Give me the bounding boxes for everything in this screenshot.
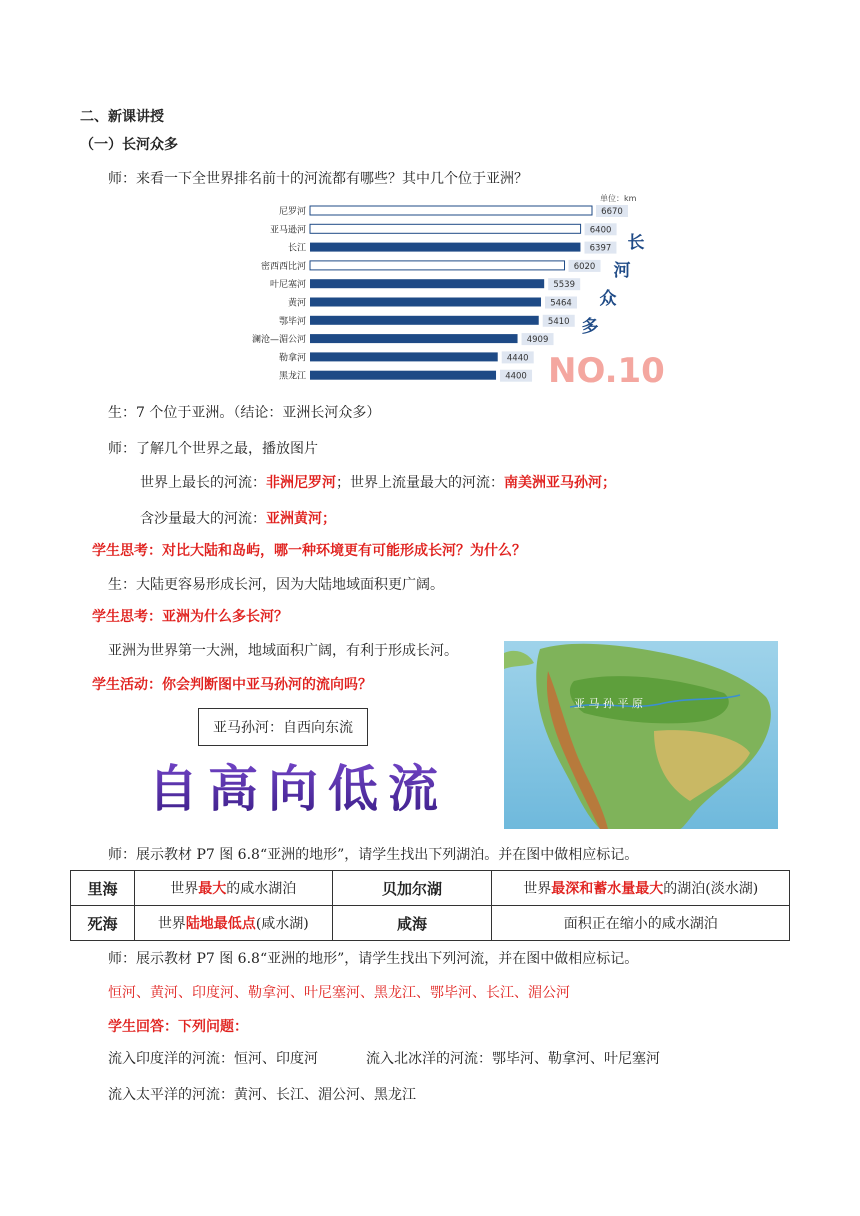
table-row <box>71 906 790 941</box>
chart-side-title-char: 多 <box>581 317 599 337</box>
chart-value-label: 4400 <box>505 371 527 382</box>
fact2-highlight-yellow-river: 亚洲黄河； <box>266 511 336 527</box>
chart-category-label: 亚马逊河 <box>269 225 306 236</box>
chart-side-title-char: 河 <box>613 261 631 281</box>
chart-category-label: 鄂毕河 <box>278 316 306 327</box>
lake-name-aral: 咸海 <box>332 906 492 941</box>
chart-value-label: 4440 <box>506 353 529 364</box>
chart-value-label: 5464 <box>550 298 572 309</box>
fact1-text-a: 世界上最长的河流： <box>140 475 266 491</box>
chart-bar <box>310 261 565 270</box>
chart-bar <box>310 279 544 288</box>
chart-bar <box>310 371 496 380</box>
lake-desc-caspian: 世界最大的咸水湖泊 <box>134 871 332 906</box>
student-activity: 学生活动：你会判断图中亚马孙河的流向吗？ <box>92 677 372 693</box>
lake-desc-baikal: 世界最深和蓄水量最大的湖泊(淡水湖) <box>492 871 790 906</box>
teacher-question-1: 师：来看一下全世界排名前十的河流都有哪些？其中几个位于亚洲？ <box>108 171 528 187</box>
student-answer-2: 生：大陆更容易形成长河，因为大陆地域面积更广阔。 <box>108 577 444 593</box>
student-answer-1: 生：7 个位于亚洲。（结论：亚洲长河众多） <box>108 405 381 421</box>
table-row <box>71 871 790 906</box>
lake-name-dead-sea: 死海 <box>71 906 135 941</box>
fact1-highlight-nile: 非洲尼罗河 <box>266 475 336 491</box>
teacher-rivers-instruction: 师：展示教材 P7 图 6.8“亚洲的地形”，请学生找出下列河流，并在图中做相应标记。 <box>108 951 639 967</box>
slogan-char: 低 <box>328 749 378 821</box>
lake-desc-aral: 面积正在缩小的咸水湖泊 <box>492 906 790 941</box>
chart-category-label: 黑龙江 <box>278 371 306 382</box>
chart-category-label: 黄河 <box>287 298 306 309</box>
section-heading: 二、新课讲授 <box>80 109 164 125</box>
rivers-list: 恒河、黄河、印度河、勒拿河、叶尼塞河、黑龙江、鄂毕河、长江、湄公河 <box>108 985 570 1001</box>
amazon-flow-box <box>198 708 368 746</box>
lake-name-caspian: 里海 <box>71 871 135 906</box>
answer-asia-large: 亚洲为世界第一大洲，地域面积广阔，有利于形成长河。 <box>108 643 458 659</box>
chart-side-title-char: 长 <box>627 233 645 253</box>
chart-value-label: 6020 <box>573 261 596 272</box>
slogan-high-to-low <box>148 752 438 818</box>
south-america-terrain-map <box>504 641 778 829</box>
chart-rank-badge: NO.10 <box>548 351 665 391</box>
fact1-highlight-amazon: 南美洲亚马孙河； <box>504 475 616 491</box>
subsection-heading: （一）长河众多 <box>80 137 178 153</box>
teacher-line-2: 师：了解几个世界之最，播放图片 <box>108 441 318 457</box>
student-think-1: 学生思考：对比大陆和岛屿，哪一种环境更有可能形成长河？为什么？ <box>92 543 526 559</box>
chart-value-label: 4909 <box>526 335 549 346</box>
flow-indian-ocean: 流入印度洋的河流：恒河、印度河 <box>108 1051 318 1067</box>
slogan-char: 向 <box>268 749 318 821</box>
chart-category-label: 勒拿河 <box>278 353 306 364</box>
chart-bar <box>310 298 541 307</box>
chart-bar <box>310 224 581 233</box>
answer-heading: 学生回答：下列问题： <box>108 1019 248 1035</box>
slogan-char: 高 <box>208 749 258 821</box>
chart-value-label: 5539 <box>553 280 576 291</box>
flow-arctic-ocean: 流入北冰洋的河流：鄂毕河、勒拿河、叶尼塞河 <box>366 1051 660 1067</box>
chart-side-title-char: 众 <box>599 289 617 309</box>
fact2-text-a: 含沙量最大的河流： <box>140 511 266 527</box>
teacher-lakes-instruction: 师：展示教材 P7 图 6.8“亚洲的地形”，请学生找出下列湖泊。并在图中做相应标记。 <box>108 847 639 863</box>
amazon-flow-text: 亚马孙河：自西向东流 <box>213 720 353 736</box>
chart-value-label: 6397 <box>589 243 612 254</box>
chart-value-label: 6670 <box>601 207 623 217</box>
chart-bar <box>310 334 518 343</box>
chart-category-label: 密西西比河 <box>260 261 306 272</box>
chart-category-label: 澜沧—湄公河 <box>251 335 306 346</box>
lake-desc-dead-sea: 世界陆地最低点(咸水湖) <box>134 906 332 941</box>
chart-category-label: 尼罗河 <box>278 207 306 217</box>
map-label-amazon-plain: 亚 马 孙 平 原 <box>574 697 643 710</box>
flow-pacific-ocean: 流入太平洋的河流：黄河、长江、湄公河、黑龙江 <box>108 1087 416 1103</box>
lake-name-baikal: 贝加尔湖 <box>332 871 492 906</box>
student-think-2: 学生思考：亚洲为什么多长河？ <box>92 609 288 625</box>
chart-bar <box>310 206 592 215</box>
chart-bar <box>310 352 498 361</box>
fact-line-2 <box>140 510 336 528</box>
slogan-char: 流 <box>388 749 438 821</box>
chart-category-label: 长江 <box>287 243 306 254</box>
chart-unit-label: 单位：km <box>600 194 637 203</box>
chart-bar <box>310 316 539 325</box>
chart-bar <box>310 243 580 252</box>
fact1-text-b: ；世界上流量最大的河流： <box>336 475 504 491</box>
chart-value-label: 6400 <box>589 225 612 236</box>
fact-line-1 <box>140 474 616 492</box>
lakes-table <box>70 870 790 941</box>
chart-value-label: 5410 <box>547 316 570 327</box>
river-length-bar-chart <box>250 192 665 392</box>
slogan-char: 自 <box>148 749 198 821</box>
chart-category-label: 叶尼塞河 <box>269 280 306 291</box>
